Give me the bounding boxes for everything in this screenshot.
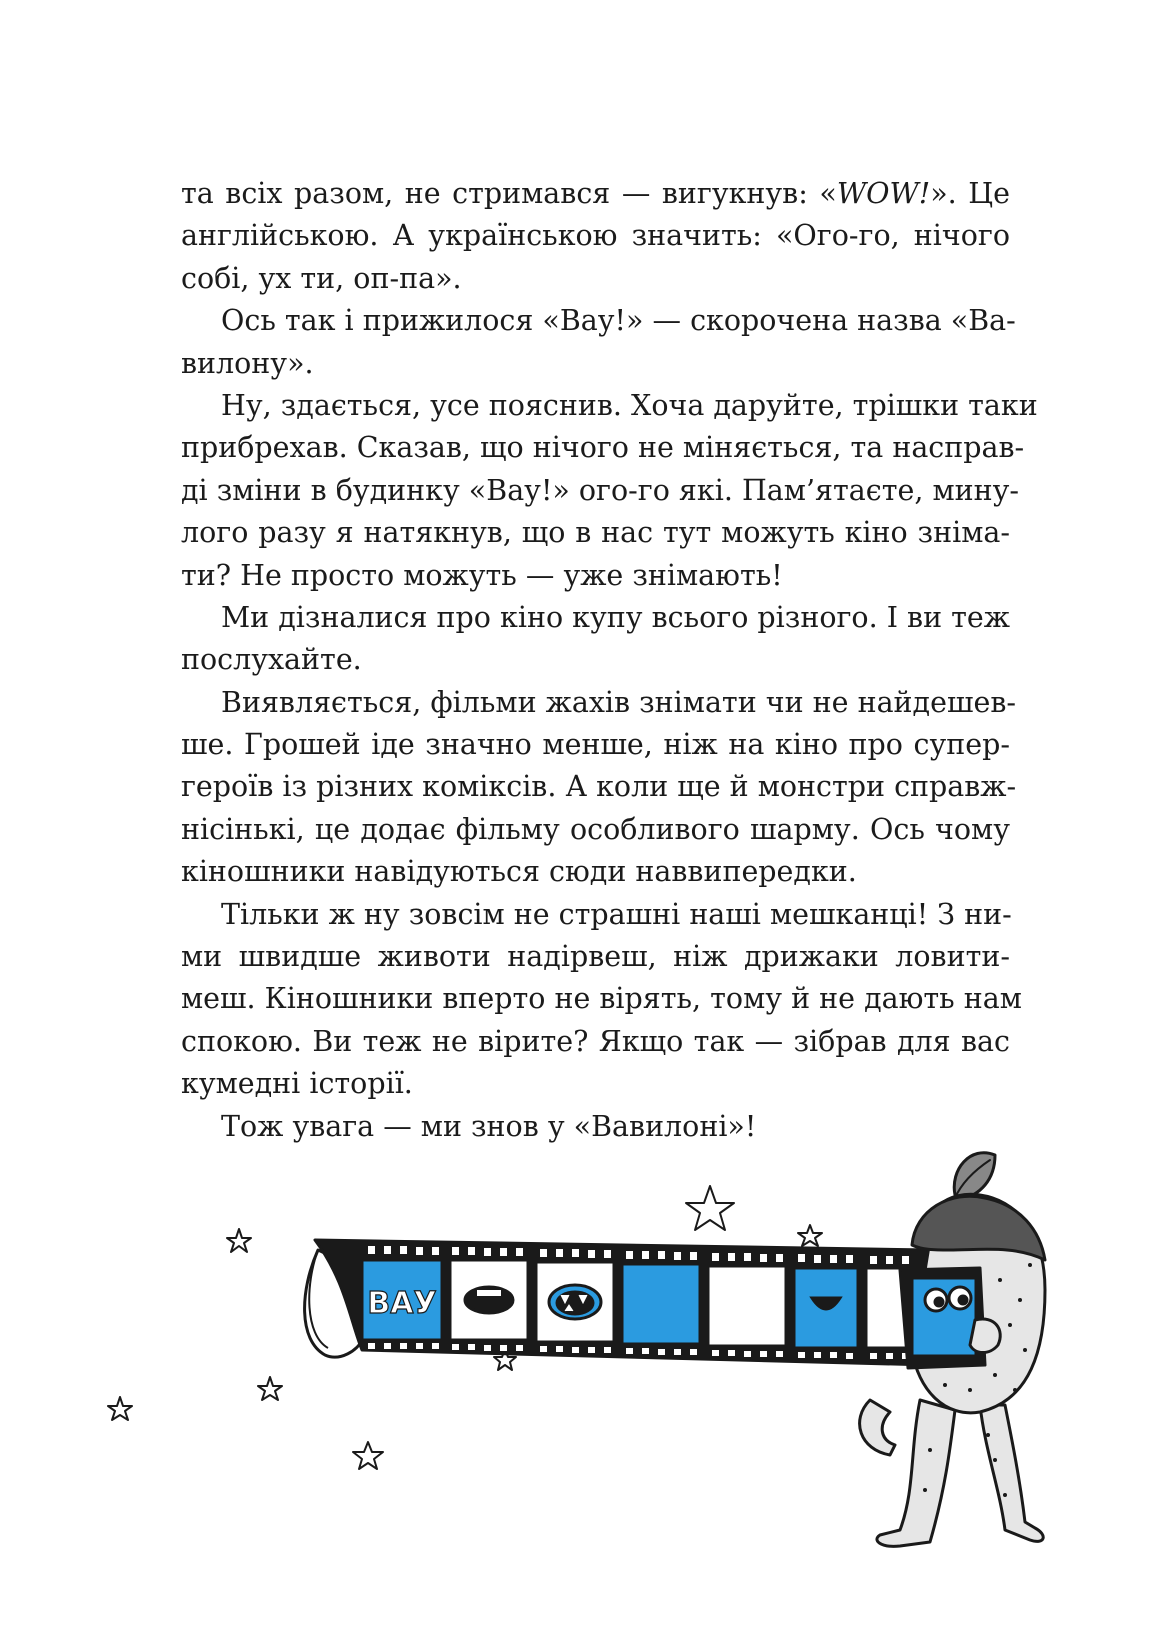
text-line: англійською. А українською значить: «Ого-го, нічого	[181, 219, 1010, 253]
text-line: Виявляється, фільми жахів знімати чи не найдешев-	[221, 685, 1017, 719]
text-line: та всіх разом, не стримався — вигукнув: «WOW!». Це	[181, 177, 1010, 210]
emphasis-word: WOW!	[836, 177, 931, 210]
text-line: кумедні історії.	[181, 1067, 413, 1101]
star-icon	[353, 1442, 383, 1469]
text-line: Ну, здається, усе пояснив. Хоча даруйте, трішки таки	[221, 388, 1038, 422]
text-line: кіношники навідуються сюди наввипередки.	[181, 855, 857, 889]
star-icon	[686, 1186, 734, 1230]
text-line: ше. Грошей іде значно менше, ніж на кіно про супер-	[181, 728, 1010, 762]
text-line: спокою. Ви теж не вірите? Якщо так — зібрав для вас	[181, 1024, 1010, 1058]
text-line: собі, ух ти, оп-па».	[181, 261, 462, 295]
film-strip-illustration	[100, 1150, 1060, 1620]
text-line: Тож увага — ми знов у «Вавилоні»!	[221, 1109, 757, 1143]
text-line: ми швидше животи надірвеш, ніж дрижаки ловити-	[181, 940, 1010, 974]
text-line: Ми дізналися про кіно купу всього різного. І ви теж	[221, 600, 1010, 634]
star-icon	[227, 1229, 251, 1252]
text-line: послухайте.	[181, 643, 362, 677]
body-text	[181, 173, 1038, 1148]
text-line: вилону».	[181, 346, 314, 380]
fanged-mouth-icon	[549, 1285, 601, 1319]
mouth-icon	[465, 1287, 513, 1313]
film-frame-label: ВАУ	[367, 1286, 437, 1321]
star-icon	[258, 1377, 282, 1400]
text-line: прибрехав. Сказав, що нічого не міняється, та насправ-	[181, 431, 1025, 465]
text-line: лого разу я натякнув, що в нас тут можуть кіно зніма-	[181, 516, 1010, 550]
film-frame	[708, 1266, 786, 1346]
star-icon	[798, 1225, 822, 1246]
text-line: ді зміни в будинку «Вау!» ого-го які. Пам’ятаєте, мину-	[181, 473, 1020, 507]
text-line: героїв із різних коміксів. А коли ще й монстри справж-	[181, 770, 1017, 804]
text-line: меш. Кіношники вперто не вірять, тому й не дають нам	[181, 982, 1022, 1016]
text-line: Тільки ж ну зовсім не страшні наші мешканці! З ни-	[221, 897, 1012, 931]
text-line: Ось так і прижилося «Вау!» — скорочена назва «Ва-	[221, 304, 1016, 338]
star-icon	[108, 1397, 132, 1420]
text-line: нісінькі, це додає фільму особливого шарму. Ось чому	[181, 812, 1010, 846]
film-frame	[622, 1264, 700, 1344]
text-line: ти? Не просто можуть — уже знімають!	[181, 558, 783, 592]
